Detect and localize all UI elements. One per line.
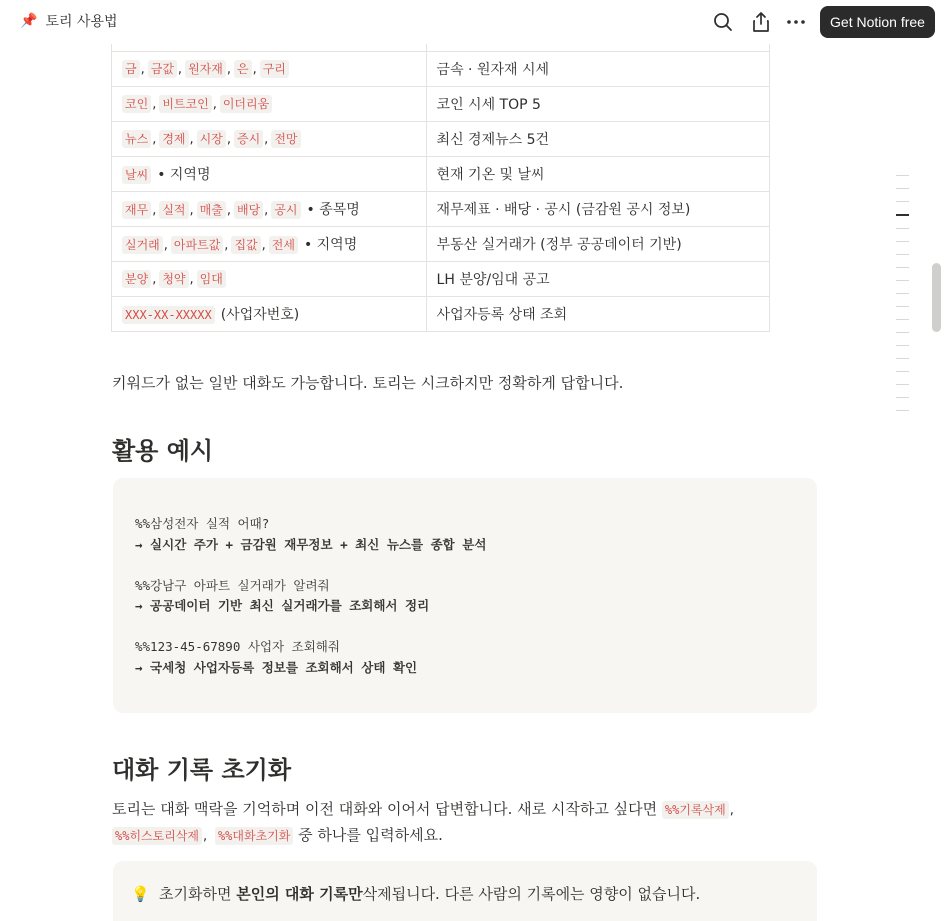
table-row [112,262,770,297]
inline-code-chip: %%히스토리삭제 [112,827,202,845]
keyword-chip: XXX-XX-XXXXX [122,306,215,324]
keyword-chip: 코인 [122,95,151,113]
keyword-cell [112,157,427,192]
comma: , [226,203,231,218]
outline-item[interactable] [896,241,909,242]
heading-usage-examples: 활용 예시 [112,437,214,465]
table-row [112,157,770,192]
keyword-chip: 금 [122,60,140,78]
keyword-chip: 날씨 [122,166,151,184]
code-block[interactable] [113,478,817,713]
code-line [135,555,795,576]
outline-item[interactable] [896,201,909,202]
keyword-chip: 실적 [159,201,188,219]
description-cell: LH 분양/임대 공고 [426,262,769,297]
share-icon[interactable] [749,10,773,34]
outline-item[interactable] [896,254,909,255]
keyword-chip: 은 [234,60,252,78]
keyword-chip: 청약 [159,270,188,288]
outline-item[interactable] [896,188,909,189]
code-line: → 실시간 주가 + 금감원 재무정보 + 최신 뉴스를 종합 분석 [135,536,487,552]
comma: , [177,62,183,77]
outline-item[interactable] [896,293,909,294]
comma: , [152,203,157,218]
outline-item[interactable] [896,384,909,385]
keyword-cell [112,192,427,227]
comma: , [212,97,217,112]
reset-text-before: 토리는 대화 맥락을 기억하며 이전 대화와 이어서 답변합니다. 새로 시작하고 싶다면 [112,800,658,818]
description-cell: 금속 · 원자재 시세 [426,52,769,87]
keyword-cell [112,227,427,262]
keyword-chip: 임대 [197,270,226,288]
outline-item[interactable] [896,358,909,359]
page-title: 토리 사용법 [45,14,118,30]
keyword-extra: • 종목명 [306,202,360,218]
outline-item[interactable] [896,214,909,216]
description-cell: 현재 기온 및 날씨 [426,157,769,192]
keyword-chip: 비트코인 [159,95,211,113]
heading-reset-history: 대화 기록 초기화 [112,756,291,784]
table-row [112,87,770,122]
outline-item[interactable] [896,319,909,320]
more-icon[interactable] [784,10,808,34]
description-cell: 사업자등록 상태 조회 [426,297,769,332]
comma: , [140,62,145,77]
description-cell: 최신 경제뉴스 5건 [426,122,769,157]
comma: , [252,62,257,77]
keyword-chip: 전망 [271,130,300,148]
outline-item[interactable] [896,267,909,268]
keyword-cell [112,122,427,157]
comma: , [264,203,269,218]
keyword-chip: 전세 [269,236,298,254]
callout-bold: 본인의 대화 기록만 [236,885,363,903]
top-bar [0,0,945,44]
keyword-cell [112,297,427,332]
lightbulb-icon: 💡 [131,885,150,903]
keyword-chip: 분양 [122,270,151,288]
comma: , [152,132,157,147]
comma: , [163,238,168,253]
keyword-extra: (사업자번호) [220,307,300,323]
inline-code-chip: %%기록삭제 [662,801,729,819]
comma: , [152,97,157,112]
keyword-chip: 증시 [234,130,263,148]
table-row [112,122,770,157]
inline-code-chip: %%대화초기화 [215,827,293,845]
table-row [112,52,770,87]
keyword-chip: 구리 [260,60,289,78]
description-cell: 코인 시세 TOP 5 [426,87,769,122]
outline-item[interactable] [896,175,909,176]
search-icon[interactable] [711,10,735,34]
description-cell: 부동산 실거래가 (정부 공공데이터 기반) [426,227,769,262]
code-line: %%123-45-67890 사업자 조회해줘 [135,639,340,654]
keyword-extra: • 지역명 [303,237,358,253]
table-row [112,297,770,332]
code-line: %%강남구 아파트 실거래가 알려줘 [135,577,330,593]
comma: , [152,272,157,287]
comma: , [226,62,231,77]
keyword-chip: 재무 [122,201,151,219]
outline-item[interactable] [896,332,909,333]
reset-paragraph [112,797,812,849]
keyword-chip: 뉴스 [122,130,151,148]
comma: , [203,829,208,844]
keyword-chip: 매출 [197,201,226,219]
outline-item[interactable] [896,306,909,307]
keyword-chip: 시장 [197,130,226,148]
keyword-cell [112,87,427,122]
comma: , [264,132,269,147]
keyword-chip: 배당 [234,201,263,219]
callout-pre: 초기화하면 [159,885,232,903]
reset-text-after: 중 하나를 입력하세요. [298,826,443,844]
keyword-table [111,15,770,332]
comma: , [189,132,194,147]
comma: , [189,203,194,218]
code-line: → 공공데이터 기반 최신 실거래가를 조회해서 정리 [135,598,430,613]
keyword-chip: 아파트값 [171,236,223,254]
breadcrumb[interactable] [20,11,118,31]
callout-post: 삭제됩니다. 다른 사람의 기록에는 영향이 없습니다. [362,885,701,903]
keyword-chip: 이더리움 [220,95,272,113]
code-line: → 국세청 사업자등록 정보를 조회해서 상태 확인 [135,659,418,675]
comma: , [729,803,734,818]
keyword-chip: 실거래 [122,236,163,254]
keyword-chip: 금값 [148,60,177,78]
keyword-cell [112,262,427,297]
outline-item[interactable] [896,345,909,346]
get-notion-free-button[interactable]: Get Notion free [820,6,935,38]
callout [113,861,817,921]
table-row [112,192,770,227]
code-line: %%삼성전자 실적 어때? [135,516,270,531]
keyword-chip: 집값 [231,236,260,254]
description-cell: 재무제표 · 배당 · 공시 (금감원 공시 정보) [426,192,769,227]
outline-item[interactable] [896,280,909,281]
code-line [135,617,795,638]
pin-icon: 📌 [20,13,38,29]
keyword-chip: 원자재 [185,60,226,78]
page-outline[interactable] [896,175,910,423]
comma: , [224,238,229,253]
table-row [112,227,770,262]
keyword-chip: 공시 [271,201,300,219]
keyword-extra: • 지역명 [157,167,211,183]
intro-paragraph: 키워드가 없는 일반 대화도 가능합니다. 토리는 시크하지만 정확하게 답합니다. [112,374,624,392]
keyword-chip: 경제 [159,130,188,148]
comma: , [261,238,266,253]
outline-item[interactable] [896,397,909,398]
keyword-cell [112,52,427,87]
scrollbar[interactable] [932,263,941,332]
outline-item[interactable] [896,371,909,372]
callout-text [159,882,700,906]
outline-item[interactable] [896,228,909,229]
comma: , [189,272,194,287]
outline-item[interactable] [896,410,909,411]
comma: , [226,132,231,147]
